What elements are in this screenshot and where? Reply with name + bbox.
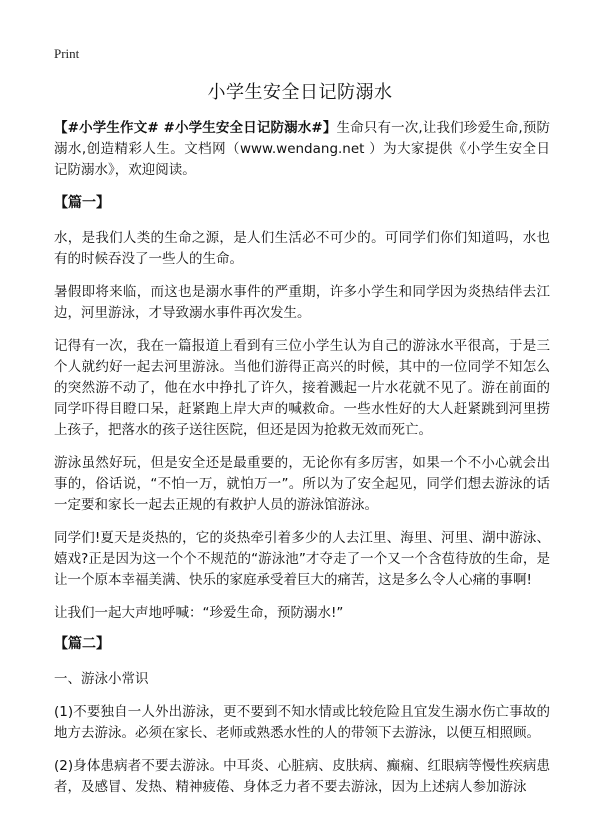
section-heading-1: 【篇一】 [54,195,110,211]
paragraph: 让我们一起大声地呼喊：“珍爱生命，预防溺水!” [54,605,344,621]
article-body [54,118,550,810]
intro-tag: 【#小学生作文# #小学生安全日记防溺水#】 [54,120,337,136]
paragraph: 水，是我们人类的生命之源，是人们生活必不可少的。可同学们你们知道吗，水也有的时候吞没了一些人的生命。 [54,230,550,267]
print-link[interactable]: Print [54,46,80,61]
page-title: 小学生安全日记防溺水 [207,82,393,103]
paragraph: (1)不要独自一人外出游泳，更不要到不知水情或比较危险且宜发生溺水伤亡事故的地方去游泳。必须在家长、老师或熟悉水性的人的带领下去游泳，以便互相照顾。 [54,704,550,741]
paragraph: 记得有一次，我在一篇报道上看到有三位小学生认为自己的游泳水平很高，于是三个人就约好一起去河里游泳。当他们游得正高兴的时候，其中的一位同学不知怎么的突然游不动了，他在水中挣扎了许久，接着溅起一片水花就不见了。游在前面的同学吓得目瞪口呆，赶紧跑上岸大声的喊救命。一些水性好的大人赶紧跳到河里捞上孩子，把落水的孩子送往医院，但还是因为抢救无效而死亡。 [54,338,550,438]
paragraph: 同学们!夏天是炎热的，它的炎热牵引着多少的人去江里、海里、河里、湖中游泳、嬉戏?正是因为这一个个不规范的“游泳池”才夺走了一个又一个含苞待放的生命，是让一个原本幸福美满、快乐的家庭承受着巨大的痛苦，这是多么令人心痛的事啊! [54,530,550,588]
intro-text: 生命只有一次,让我们珍爱生命,预防溺水,创造精彩人生。文档网（www.wendang.net ）为大家提供《小学生安全日记防溺水》，欢迎阅读。 [54,120,550,178]
intro-paragraph [54,118,550,181]
section-heading-2: 【篇二】 [54,636,110,652]
paragraph: 暑假即将来临，而这也是溺水事件的严重期，许多小学生和同学因为炎热结伴去江边，河里游泳，才导致溺水事件再次发生。 [54,284,550,321]
paragraph: 游泳虽然好玩，但是安全还是最重要的，无论你有多厉害，如果一个不小心就会出事的，俗话说，“不怕一万，就怕万一”。所以为了安全起见，同学们想去游泳的话一定要和家长一起去正规的有救护人员的游泳馆游泳。 [54,455,550,513]
subheading: 一、游泳小常识 [54,671,149,687]
paragraph: (2)身体患病者不要去游泳。中耳炎、心脏病、皮肤病、癫痫、红眼病等慢性疾病患者，及感冒、发热、精神疲倦、身体乏力者不要去游泳，因为上述病人参加游泳 [54,758,550,795]
